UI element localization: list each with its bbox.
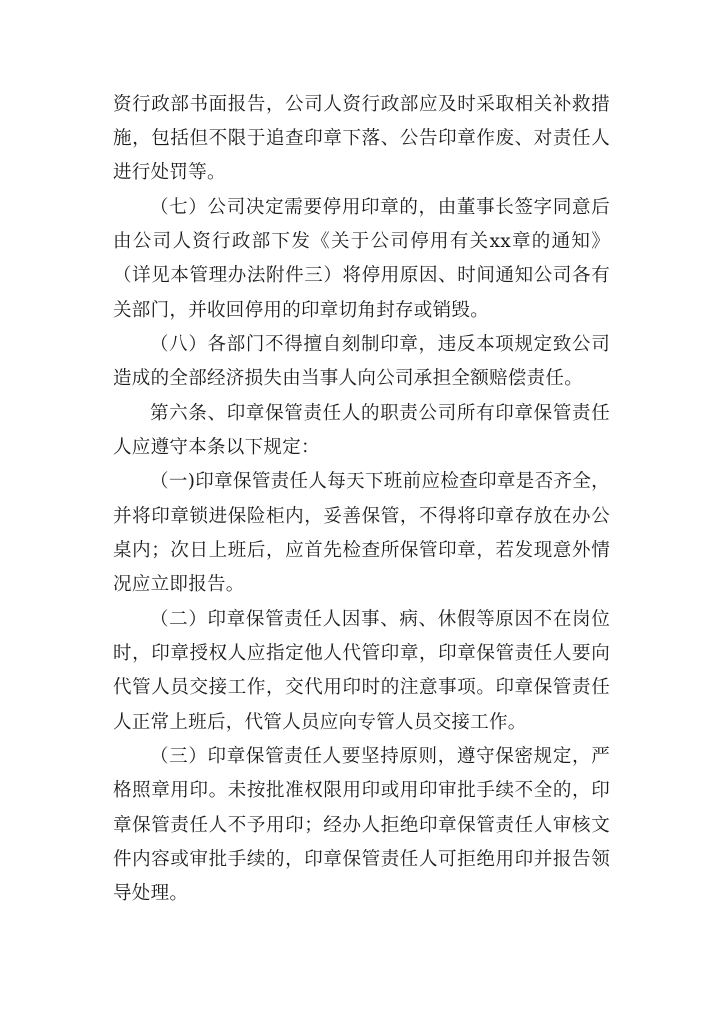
text-line: 章保管责任人不予用印；经办人拒绝印章保管责任人审核文 xyxy=(113,815,610,836)
text-line: 件内容或审批手续的，印章保管责任人可拒绝用印并报告领 xyxy=(113,849,610,870)
text-line: 导处理。 xyxy=(113,883,189,904)
text-line: 进行处罚等。 xyxy=(113,162,226,183)
text-line: （详见本管理办法附件三）将停用原因、时间通知公司各有 xyxy=(113,265,610,286)
text-line: 桌内；次日上班后，应首先检查所保管印章，若发现意外情 xyxy=(113,540,610,561)
paragraph-start-line: 第六条、印章保管责任人的职责公司所有印章保管责任 xyxy=(150,403,610,424)
paragraph-start-line: （七）公司决定需要停用印章的，由董事长签字同意后 xyxy=(150,197,610,218)
paragraph-start-line: （八）各部门不得擅自刻制印章，违反本项规定致公司 xyxy=(150,334,610,355)
text-line: 资行政部书面报告，公司人资行政部应及时采取相关补救措 xyxy=(113,94,610,115)
text-line: 况应立即报告。 xyxy=(113,574,245,595)
text-line: 人应遵守本条以下规定： xyxy=(113,437,320,458)
paragraph-start-line: （二）印章保管责任人因事、病、休假等原因不在岗位 xyxy=(150,609,610,630)
paragraph-start-line: （一)印章保管责任人每天下班前应检查印章是否齐全， xyxy=(150,471,610,492)
text-line: 人正常上班后，代管人员应向专管人员交接工作。 xyxy=(113,712,527,733)
text-line: 并将印章锁进保险柜内，妥善保管，不得将印章存放在办公 xyxy=(113,506,610,527)
paragraph-start-line: （三）印章保管责任人要坚持原则，遵守保密规定，严 xyxy=(150,746,610,767)
text-line: 施，包括但不限于追查印章下落、公告印章作废、对责任人 xyxy=(113,128,610,149)
text-line: 格照章用印。未按批准权限用印或用印审批手续不全的，印 xyxy=(113,780,610,801)
text-line: 关部门，并收回停用的印章切角封存或销毁。 xyxy=(113,300,490,321)
text-line: 代管人员交接工作，交代用印时的注意事项。印章保管责任 xyxy=(113,677,610,698)
text-line: 由公司人资行政部下发《关于公司停用有关xx章的通知》 xyxy=(113,231,610,252)
text-line: 时，印章授权人应指定他人代管印章，印章保管责任人要向 xyxy=(113,643,610,664)
text-line: 造成的全部经济损失由当事人向公司承担全额赔偿责任。 xyxy=(113,368,584,389)
